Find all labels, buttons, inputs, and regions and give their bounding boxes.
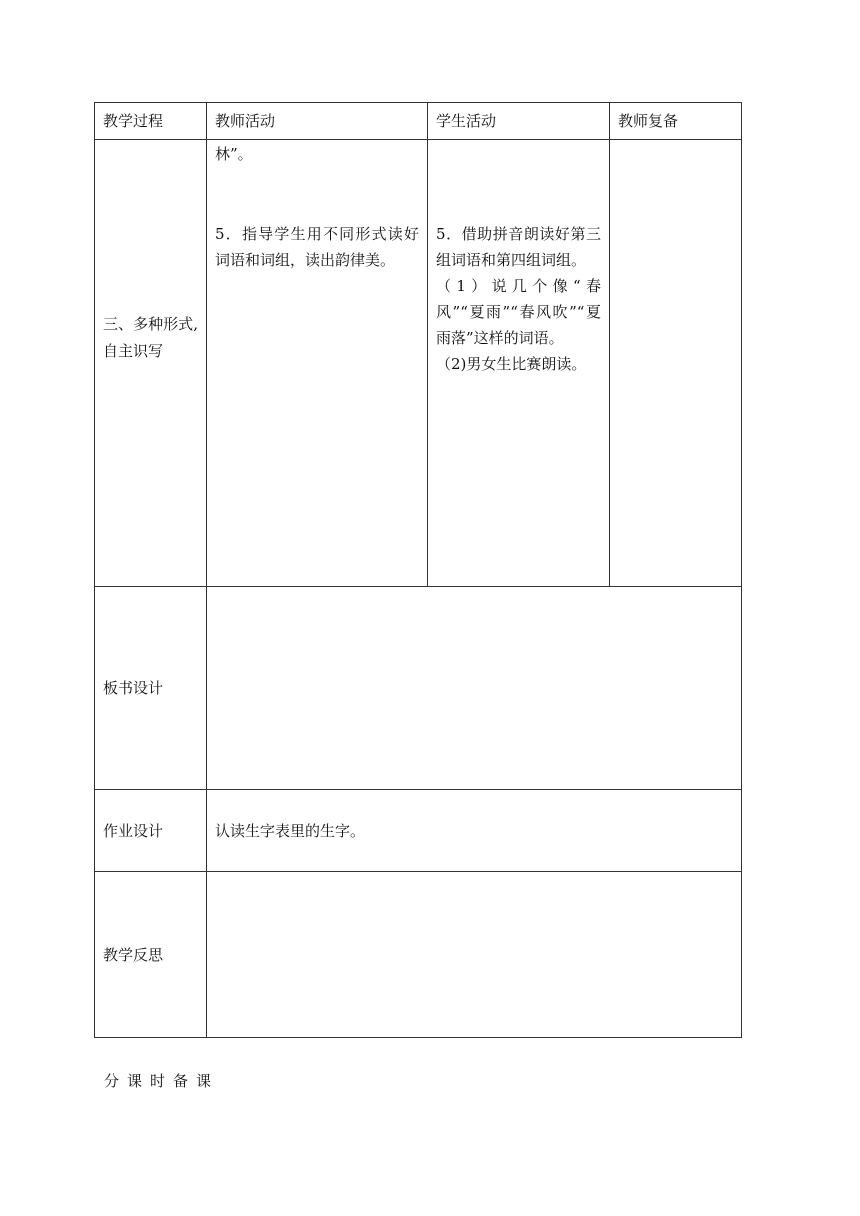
lesson-plan-table xyxy=(94,102,742,1038)
reflection-row xyxy=(95,872,742,1038)
header-teacher-reprep: 教师复备 xyxy=(610,103,742,140)
student-activity-sub-2: （2)男女生比赛朗读。 xyxy=(436,355,587,373)
board-design-label: 板书设计 xyxy=(95,587,207,790)
footer-heading: 分课时备课 xyxy=(104,1072,220,1090)
student-activity-sub-1: （1）说几个像“春风”“夏雨”“春风吹”“夏雨落”这样的词语。 xyxy=(436,277,601,347)
teacher-activity-cell xyxy=(207,140,428,587)
homework-label: 作业设计 xyxy=(95,790,207,872)
student-activity-cell xyxy=(428,140,610,587)
teacher-activity-item-5: 5．指导学生用不同形式读好词语和词组，读出韵律美。 xyxy=(215,225,419,269)
homework-content: 认读生字表里的生字。 xyxy=(207,790,742,872)
teacher-continued-text: 林”。 xyxy=(215,145,253,163)
header-row xyxy=(95,103,742,140)
teacher-reprep-cell xyxy=(610,140,742,587)
stage-cell xyxy=(95,140,207,587)
board-design-content xyxy=(207,587,742,790)
student-activity-item-5: 5．借助拼音朗读好第三组词语和第四组词组。 xyxy=(436,225,601,269)
board-design-row xyxy=(95,587,742,790)
reflection-label: 教学反思 xyxy=(95,872,207,1038)
process-row xyxy=(95,140,742,587)
header-student-activity: 学生活动 xyxy=(428,103,610,140)
homework-row xyxy=(95,790,742,872)
stage-label: 三、多种形式,自主识写 xyxy=(103,315,198,360)
header-teacher-activity: 教师活动 xyxy=(207,103,428,140)
header-process: 教学过程 xyxy=(95,103,207,140)
reflection-content xyxy=(207,872,742,1038)
